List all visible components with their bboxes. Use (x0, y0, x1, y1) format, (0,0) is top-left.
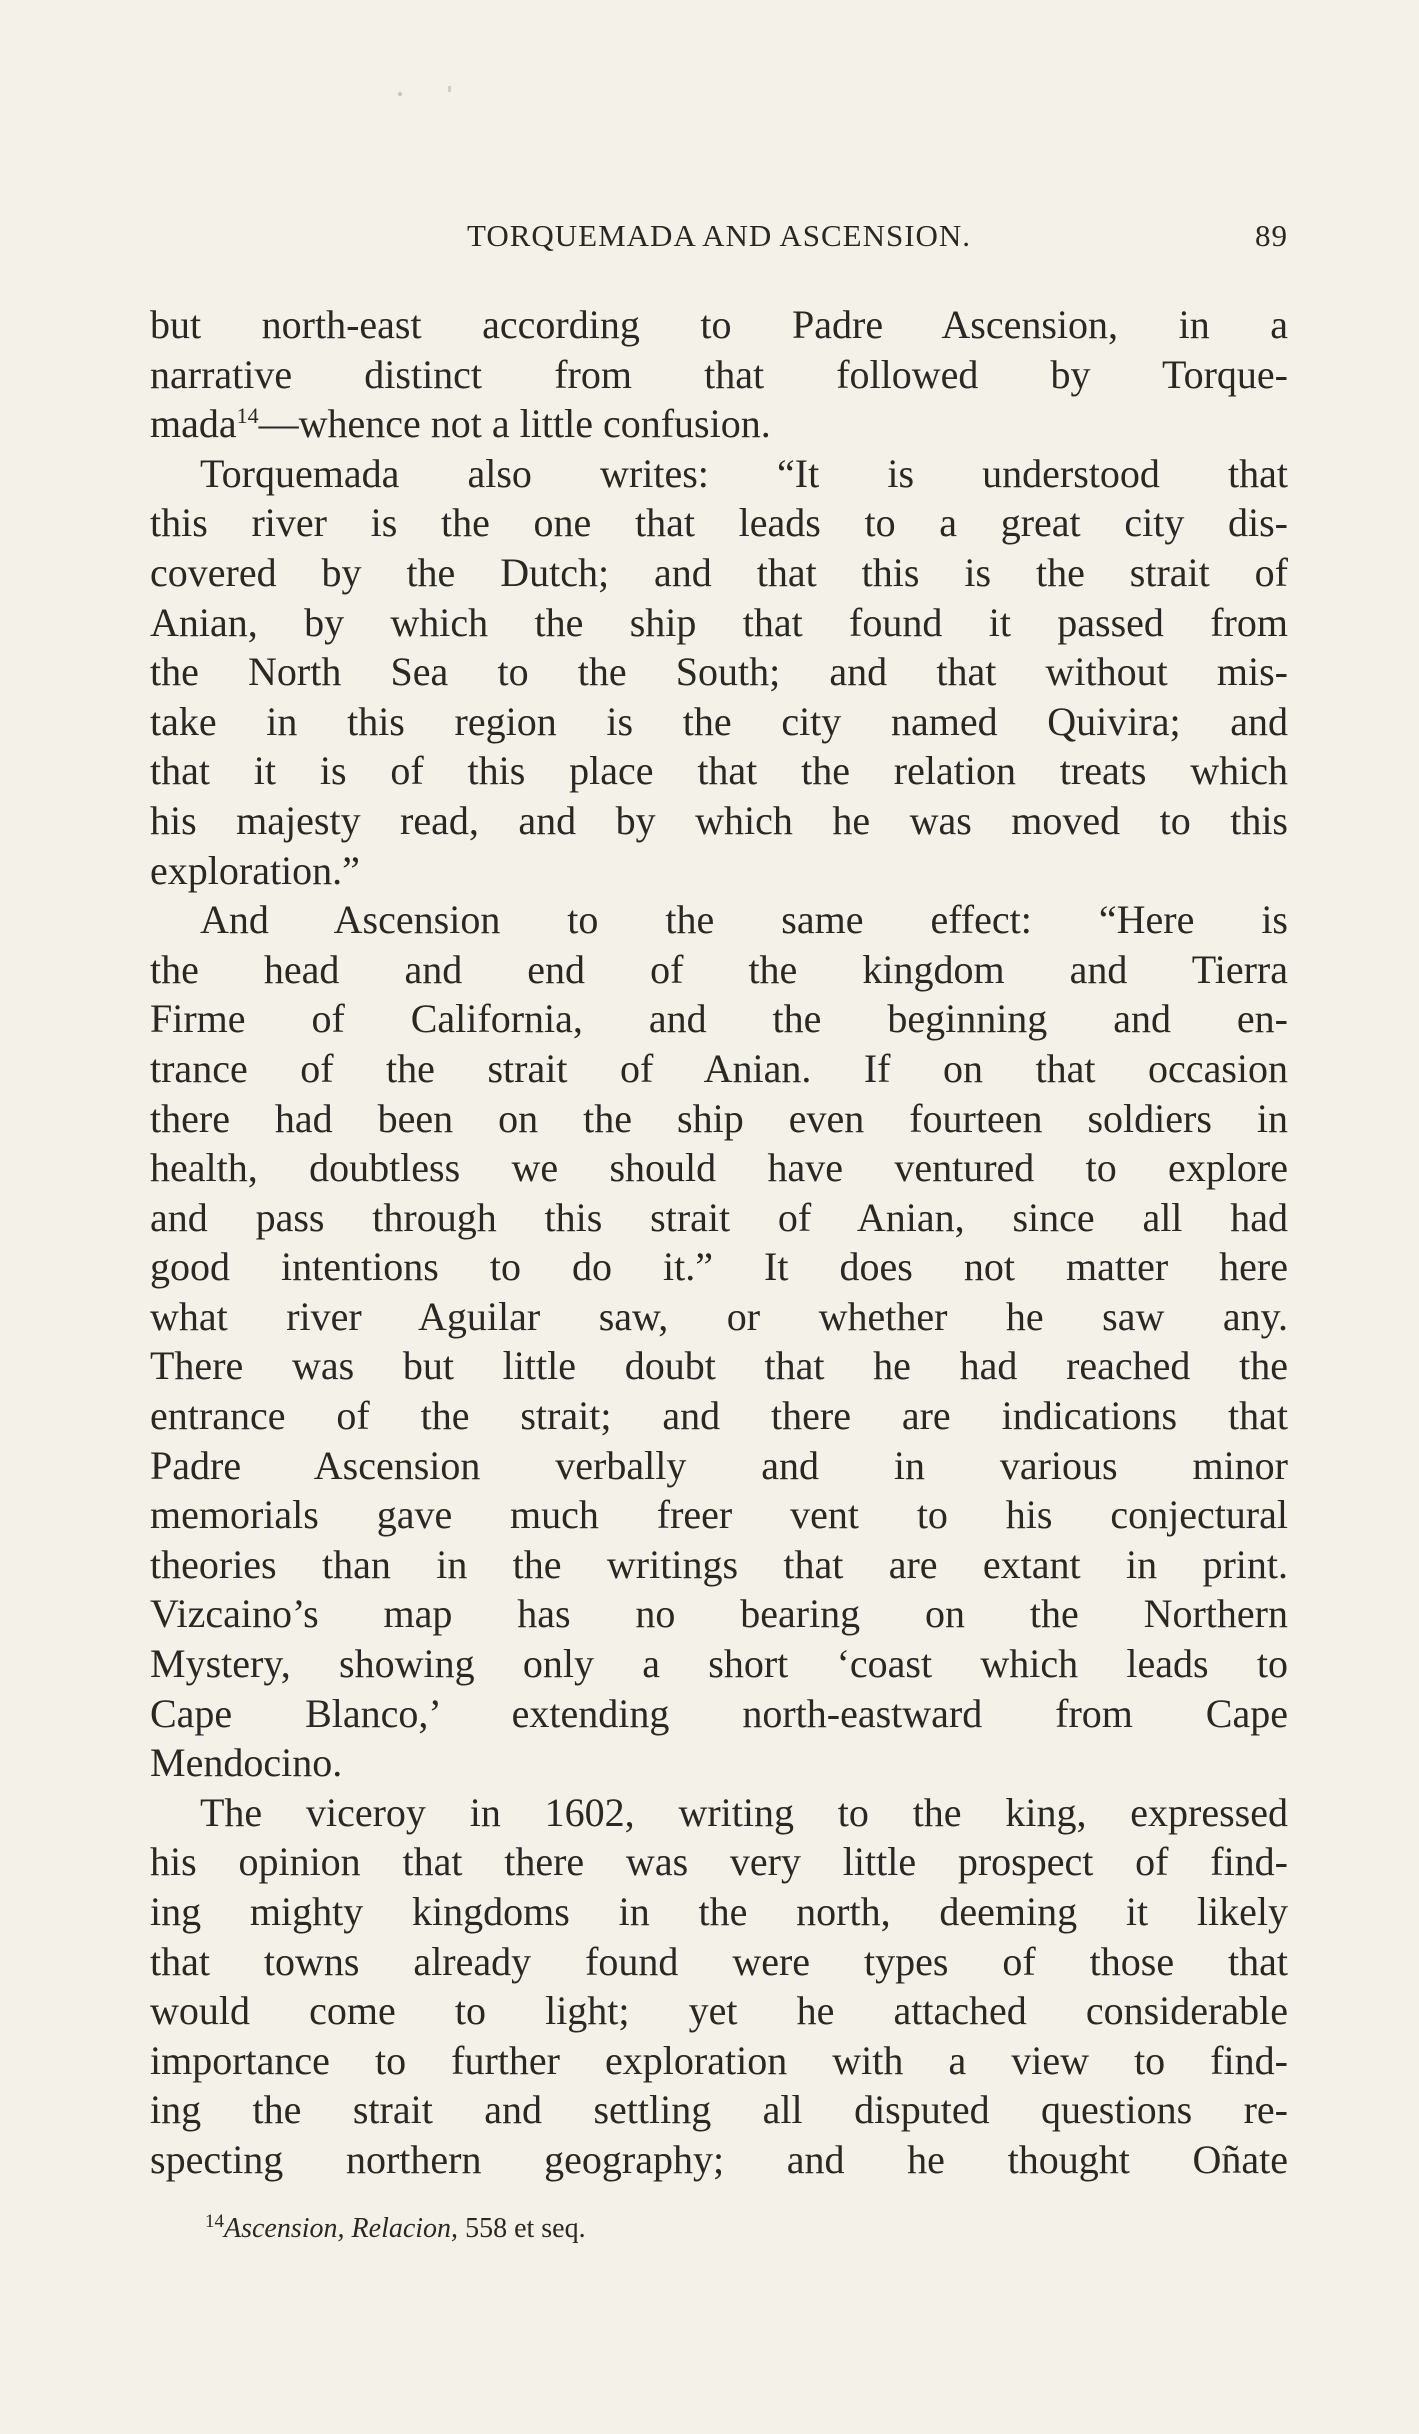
text-fragment: mada (150, 401, 237, 447)
text-line: entrance of the strait; and there are indications that (150, 1393, 1288, 1439)
paragraph-start-line: Torquemada also writes: “It is understood that (200, 450, 1288, 496)
text-line: covered by the Dutch; and that this is the strait of (150, 549, 1288, 595)
text-line: Anian, by which the ship that found it passed from (150, 599, 1288, 645)
footnote-author: Ascension, (224, 2213, 345, 2244)
text-line: Padre Ascension verbally and in various minor (150, 1442, 1288, 1488)
text-line: that it is of this place that the relation treats which (150, 748, 1288, 794)
text-line: there had been on the ship even fourteen soldiers in (150, 1095, 1288, 1141)
paper-speck (448, 86, 451, 92)
text-line: but north-east according to Padre Ascension, in a (150, 302, 1288, 347)
text-line: ing mighty kingdoms in the north, deeming it likely (150, 1889, 1288, 1934)
text-line: Mystery, showing only a short ‘coast which leads to (150, 1641, 1288, 1687)
text-line: the head and end of the kingdom and Tierra (150, 946, 1288, 992)
text-line: Mendocino. (150, 1740, 343, 1786)
text-line: the North Sea to the South; and that without mis- (150, 649, 1288, 695)
text-line: Cape Blanco,’ extending north-eastward from Cape (150, 1690, 1288, 1736)
text-line: what river Aguilar saw, or whether he saw any. (150, 1293, 1288, 1339)
running-head-title: TORQUEMADA AND ASCENSION. (466, 218, 972, 253)
footnote-reference: 14 (236, 403, 259, 429)
paragraph-start-line: And Ascension to the same effect: “Here is (200, 897, 1288, 943)
footnote (205, 2213, 586, 2245)
text-line: importance to further exploration with a view to find- (150, 2037, 1288, 2083)
text-line: take in this region is the city named Quivira; and (150, 698, 1288, 744)
text-line: There was but little doubt that he had reached the (150, 1343, 1288, 1389)
text-line: good intentions to do it.” It does not matter here (150, 1244, 1288, 1290)
text-line: Vizcaino’s map has no bearing on the Northern (150, 1591, 1288, 1637)
text-line: ing the strait and settling all disputed questions re- (150, 2087, 1288, 2133)
text-line: that towns already found were types of those that (150, 1938, 1288, 1984)
footnote-citation: 558 et seq. (458, 2213, 586, 2244)
text-line: health, doubtless we should have ventured to explore (150, 1145, 1288, 1191)
text-line: this river is the one that leads to a great city dis- (150, 500, 1288, 546)
text-line: narrative distinct from that followed by Torque- (150, 351, 1288, 397)
running-head (150, 218, 1288, 258)
body-text (150, 300, 1288, 2185)
text-line: theories than in the writings that are extant in print. (150, 1541, 1288, 1587)
footnote-work: Relacion, (351, 2213, 459, 2244)
text-line: his opinion that there was very little prospect of find- (150, 1839, 1288, 1885)
text-line: and pass through this strait of Anian, since all had (150, 1194, 1288, 1240)
paper-speck (398, 92, 402, 96)
text-line: his majesty read, and by which he was moved to this (150, 797, 1288, 843)
text-line: memorials gave much freer vent to his conjectural (150, 1492, 1288, 1538)
text-line: specting northern geography; and he thought Oñate (150, 2136, 1288, 2182)
footnote-marker: 14 (205, 2211, 224, 2232)
paragraph-start-line: The viceroy in 1602, writing to the king, expressed (200, 1789, 1288, 1835)
page-number: 89 (1255, 218, 1288, 253)
text-line (150, 399, 1288, 449)
text-fragment: —whence not a little confusion. (258, 401, 771, 447)
text-line: exploration.” (150, 847, 360, 893)
text-line: would come to light; yet he attached considerable (150, 1988, 1288, 2034)
text-line: Firme of California, and the beginning and en- (150, 996, 1288, 1042)
text-line: trance of the strait of Anian. If on that occasion (150, 1045, 1288, 1091)
